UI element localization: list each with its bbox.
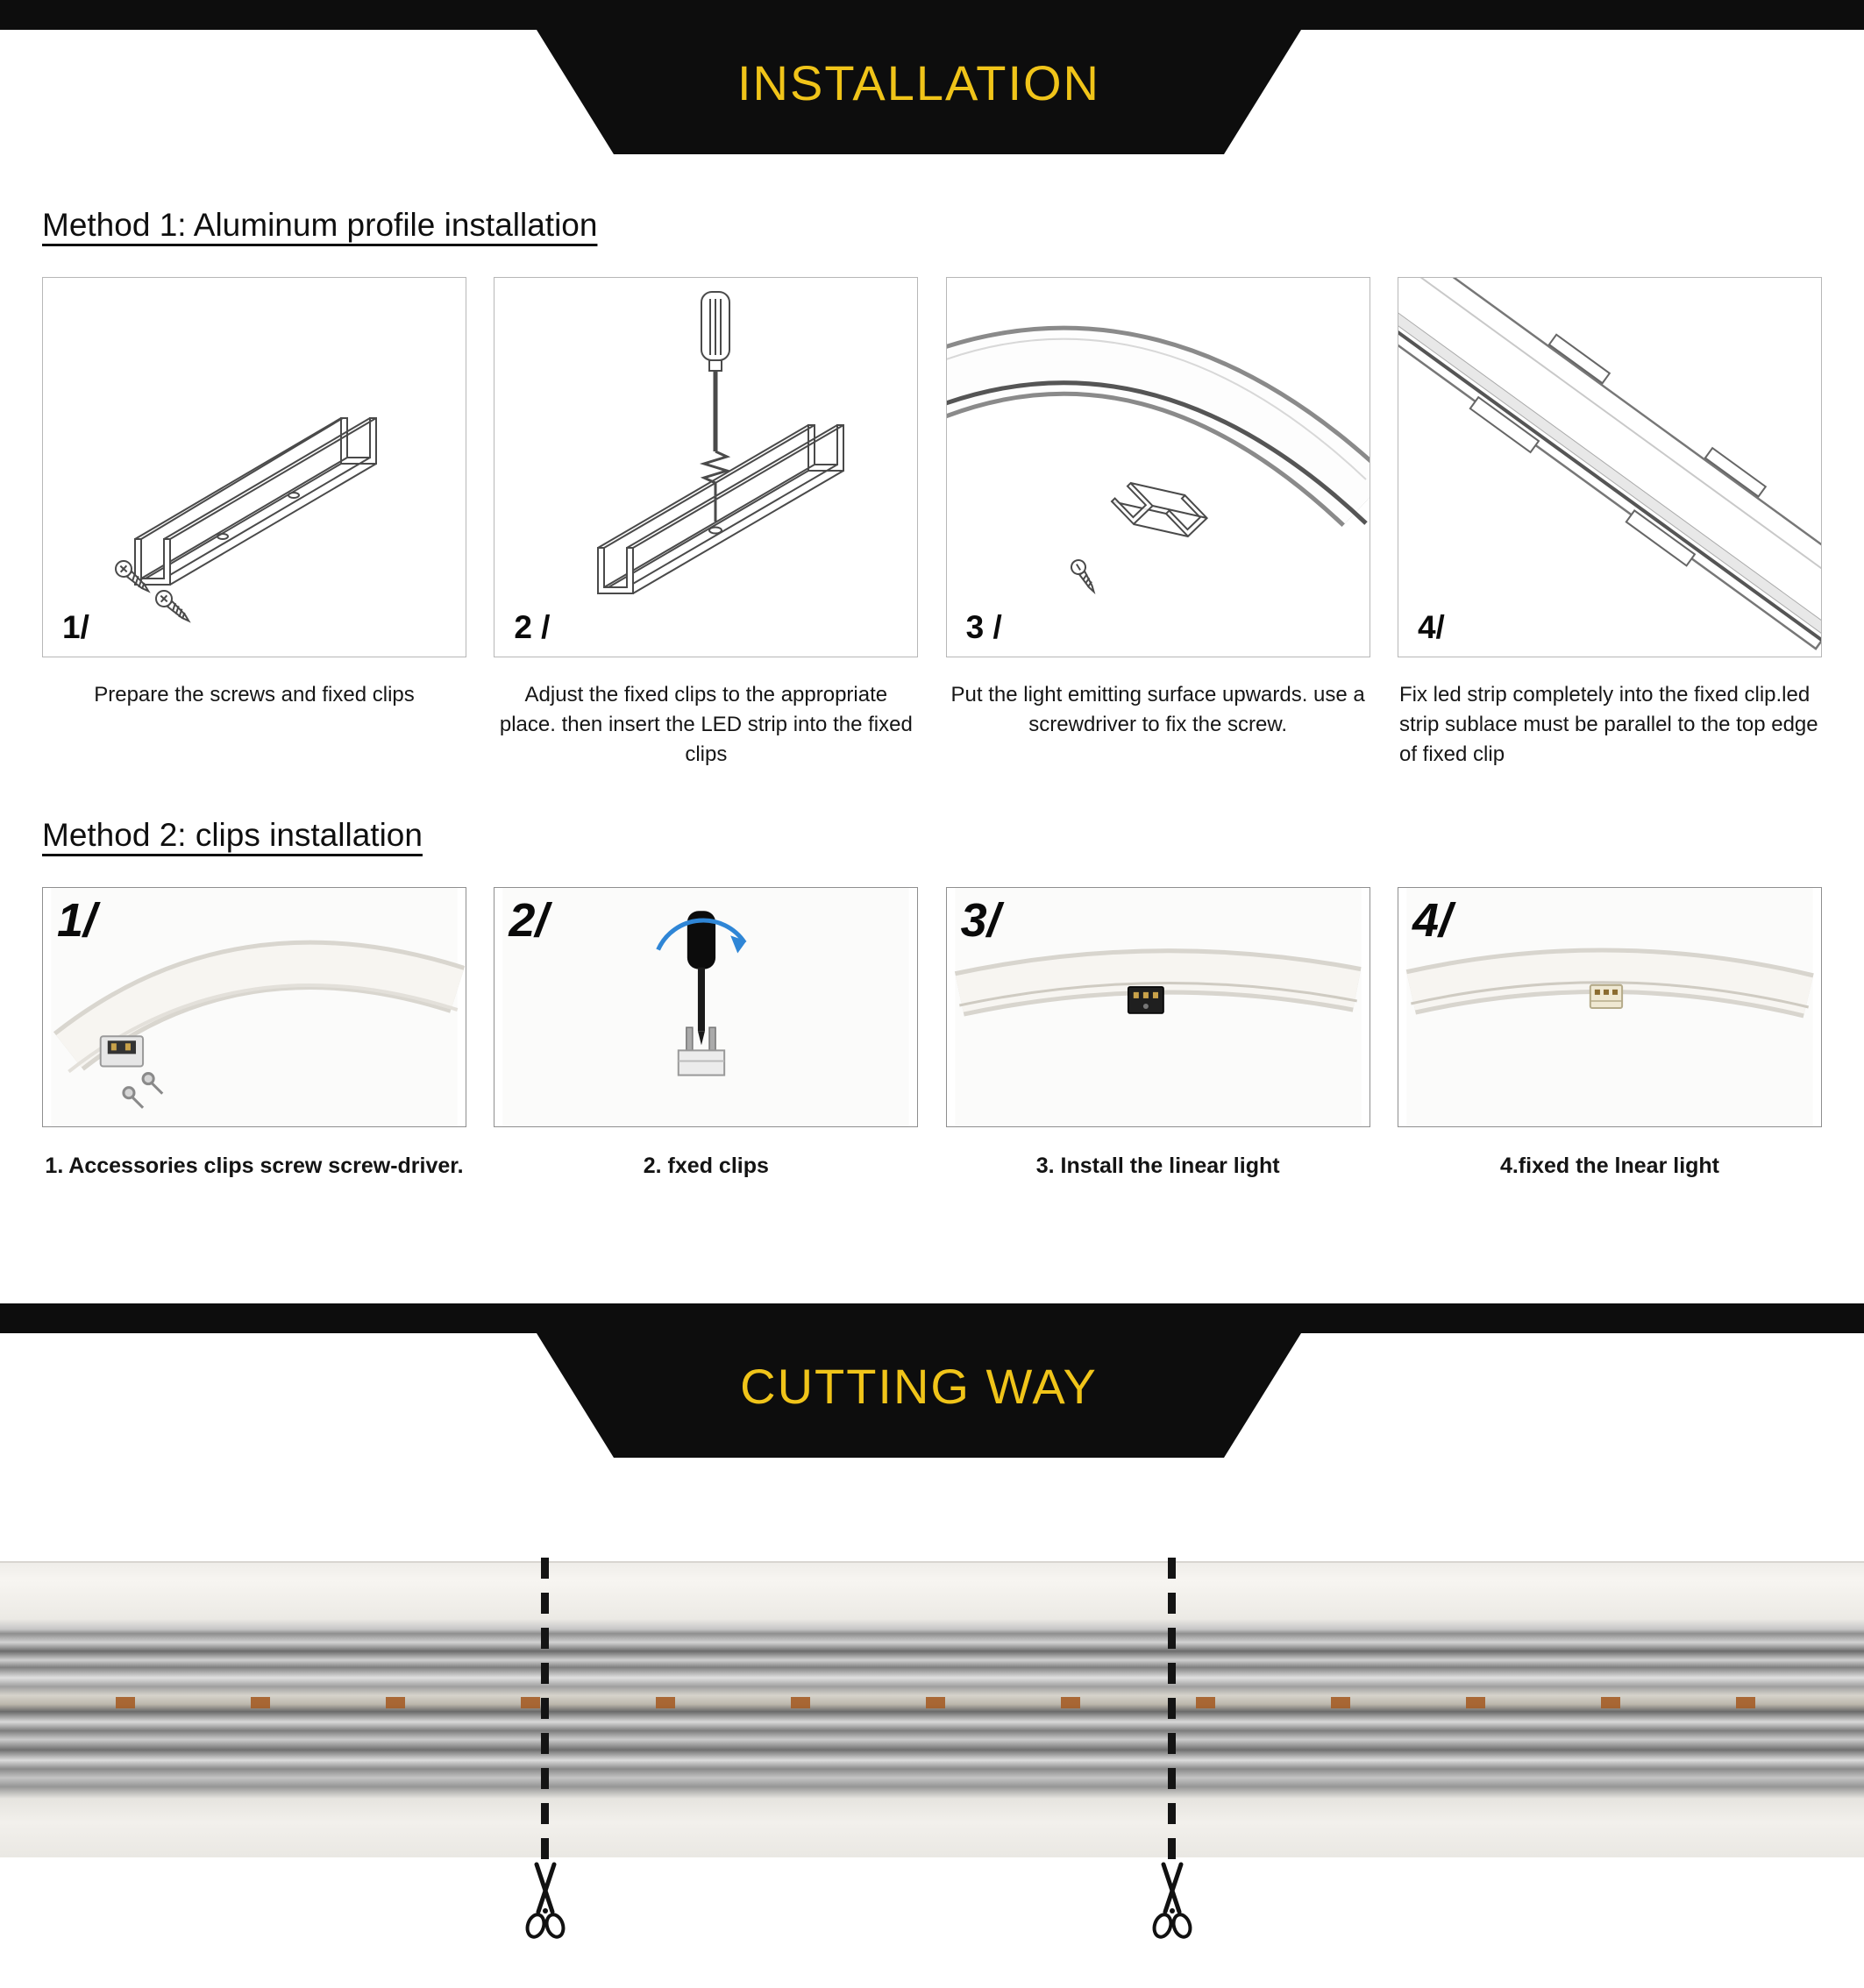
scissors-icon xyxy=(1151,1861,1193,1945)
step-number: 4/ xyxy=(1417,609,1445,645)
step-caption: Prepare the screws and fixed clips xyxy=(94,683,415,706)
channel-screwdriver-diagram xyxy=(494,278,917,657)
method1-step-3 xyxy=(946,277,1370,770)
cutting-banner xyxy=(0,1303,1864,1463)
step-number: 1/ xyxy=(62,609,89,645)
install-linear-light-photo xyxy=(947,888,1370,1126)
cutting-diagram xyxy=(0,1561,1864,1956)
step-number: 3/ xyxy=(960,894,1000,948)
step-number: 2 / xyxy=(514,609,551,645)
cutting-title: CUTTING WAY xyxy=(740,1359,1098,1415)
method1-step-4 xyxy=(1398,277,1822,770)
method2-step-1 xyxy=(42,887,466,1179)
method1-steps-row xyxy=(0,277,1864,770)
step-number: 3 / xyxy=(965,609,1002,645)
method2-step-2 xyxy=(494,887,918,1179)
mounting-clip-icon xyxy=(101,1036,143,1066)
led-strip-photo xyxy=(0,1561,1864,1857)
channel-and-screws-diagram xyxy=(43,278,466,657)
method1-step-2-card xyxy=(494,277,918,657)
clip-accessories-photo xyxy=(43,888,466,1126)
cut-line-1 xyxy=(541,1558,549,1866)
method1-step-4-card xyxy=(1398,277,1822,657)
step-number: 4/ xyxy=(1412,894,1453,948)
step-caption: 1. Accessories clips screw screw-driver. xyxy=(45,1154,464,1179)
step-caption: Adjust the fixed clips to the appropriate place. then insert the LED strip into the fixed clips xyxy=(499,683,913,767)
method1-step-2 xyxy=(494,277,918,770)
screwdriver-icon xyxy=(701,292,729,522)
method2-steps-row xyxy=(0,887,1864,1179)
step-caption: 2. fxed clips xyxy=(643,1154,769,1179)
step-caption: Put the light emitting surface upwards. use a screwdriver to fix the screw. xyxy=(950,683,1365,737)
installation-title: INSTALLATION xyxy=(736,55,1101,110)
method2-step-1-card xyxy=(42,887,466,1127)
scissors-icon xyxy=(524,1861,566,1945)
method2-step-3-card xyxy=(946,887,1370,1127)
step-number: 2/ xyxy=(509,894,549,948)
step-caption: 4.fixed the lnear light xyxy=(1499,1154,1720,1179)
method1-heading: Method 1: Aluminum profile installation xyxy=(42,207,598,243)
method2-step-2-card xyxy=(494,887,918,1127)
strip-in-profile-diagram xyxy=(1398,278,1821,657)
mounting-clip-icon xyxy=(1069,483,1207,595)
method1-step-1 xyxy=(42,277,466,770)
step-caption: 3. Install the linear light xyxy=(1035,1154,1280,1179)
method2-step-3 xyxy=(946,887,1370,1179)
mounting-clip-icon xyxy=(1128,987,1163,1013)
screw-icon xyxy=(153,587,194,627)
fix-clip-photo xyxy=(494,888,917,1126)
fixed-linear-light-photo xyxy=(1398,888,1821,1126)
method2-step-4-card xyxy=(1398,887,1822,1127)
method1-step-1-card xyxy=(42,277,466,657)
cut-line-2 xyxy=(1168,1558,1176,1866)
step-caption: Fix led strip completely into the fixed clip.led strip sublace must be parallel to the top edge of fixed clip xyxy=(1398,683,1818,767)
mounting-clip-icon xyxy=(1590,985,1622,1008)
strip-into-clip-diagram xyxy=(947,278,1370,657)
led-pads xyxy=(0,1697,1864,1708)
step-number: 1/ xyxy=(57,894,97,948)
screw-icon xyxy=(1069,557,1099,595)
method2-heading: Method 2: clips installation xyxy=(42,817,423,854)
method1-step-3-card xyxy=(946,277,1370,657)
installation-banner xyxy=(0,0,1864,160)
method2-step-4 xyxy=(1398,887,1822,1179)
